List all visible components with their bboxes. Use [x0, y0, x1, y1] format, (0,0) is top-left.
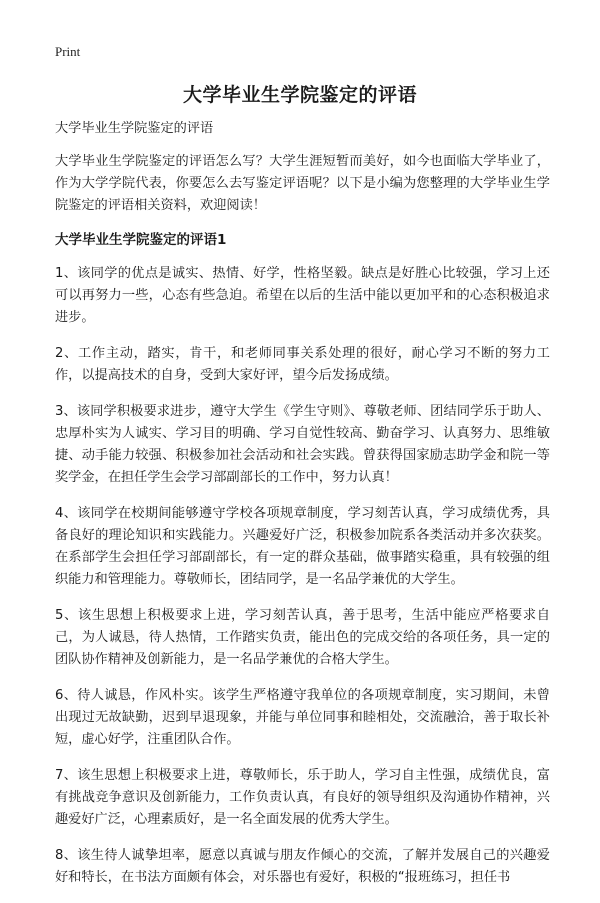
evaluation-item-5: 5、该生思想上积极要求上进，学习刻苦认真，善于思考，生活中能应严格要求自己，为人诚恳，待人热情，工作踏实负责，能出色的完成交给的各项任务，具一定的团队协作精神及创新能力，是一名品学兼优的合格大学生。 [55, 608, 550, 667]
evaluation-item-8: 8、该生待人诚挚坦率，愿意以真诚与朋友作倾心的交流，了解并发展自己的兴趣爱好和特长，在书法方面颇有体会，对乐器也有爱好，积极的“报班练习，担任书 [55, 848, 550, 885]
section-heading: 大学毕业生学院鉴定的评语1 [55, 232, 227, 248]
document-body [55, 118, 550, 903]
print-link[interactable]: Print [55, 44, 81, 59]
document-subtitle: 大学毕业生学院鉴定的评语 [55, 121, 214, 136]
evaluation-item-7: 7、该生思想上积极要求上进，尊敬师长，乐于助人，学习自主性强，成绩优良，富有挑战竞争意识及创新能力，工作负责认真，有良好的领导组织及沟通协作精神，兴趣爱好广泛，心理素质好，是一名全面发展的优秀大学生。 [55, 768, 550, 827]
evaluation-item-1: 1、该同学的优点是诚实、热情、好学，性格坚毅。缺点是好胜心比较强，学习上还可以再努力一些，心态有些急迫。希望在以后的生活中能以更加平和的心态积极追求进步。 [55, 266, 550, 325]
evaluation-item-2: 2、工作主动，踏实，肯干，和老师同事关系处理的很好，耐心学习不断的努力工作，以提高技术的自身，受到大家好评，望今后发扬成绩。 [55, 346, 550, 383]
evaluation-item-3: 3、该同学积极要求进步，遵守大学生《学生守则》、尊敬老师、团结同学乐于助人、忠厚朴实为人诚实、学习目的明确、学习自觉性较高、勤奋学习、认真努力、思维敏捷、动手能力较强、积极参加社会活动和社会实践。曾获得国家励志助学金和院一等奖学金，在担任学生会学习部副部长的工作中，努力认真！ [55, 404, 550, 485]
document-title: 大学毕业生学院鉴定的评语 [182, 84, 417, 106]
evaluation-item-4: 4、该同学在校期间能够遵守学校各项规章制度，学习刻苦认真，学习成绩优秀，具备良好的理论知识和实践能力。兴趣爱好广泛，积极参加院系各类活动并多次获奖。在系部学生会担任学习部副部长，有一定的群众基础，做事踏实稳重，具有较强的组织能力和管理能力。尊敬师长，团结同学，是一名品学兼优的大学生。 [55, 506, 550, 587]
intro-paragraph: 大学毕业生学院鉴定的评语怎么写？大学生涯短暂而美好，如今也面临大学毕业了，作为大学学院代表，你要怎么去写鉴定评语呢？以下是小编为您整理的大学毕业生学院鉴定的评语相关资料，欢迎阅读！ [55, 154, 550, 213]
evaluation-item-6: 6、待人诚恳，作风朴实。该学生严格遵守我单位的各项规章制度，实习期间，未曾出现过无故缺勤，迟到早退现象，并能与单位同事和睦相处，交流融洽，善于取长补短，虚心好学，注重团队合作。 [55, 688, 550, 747]
